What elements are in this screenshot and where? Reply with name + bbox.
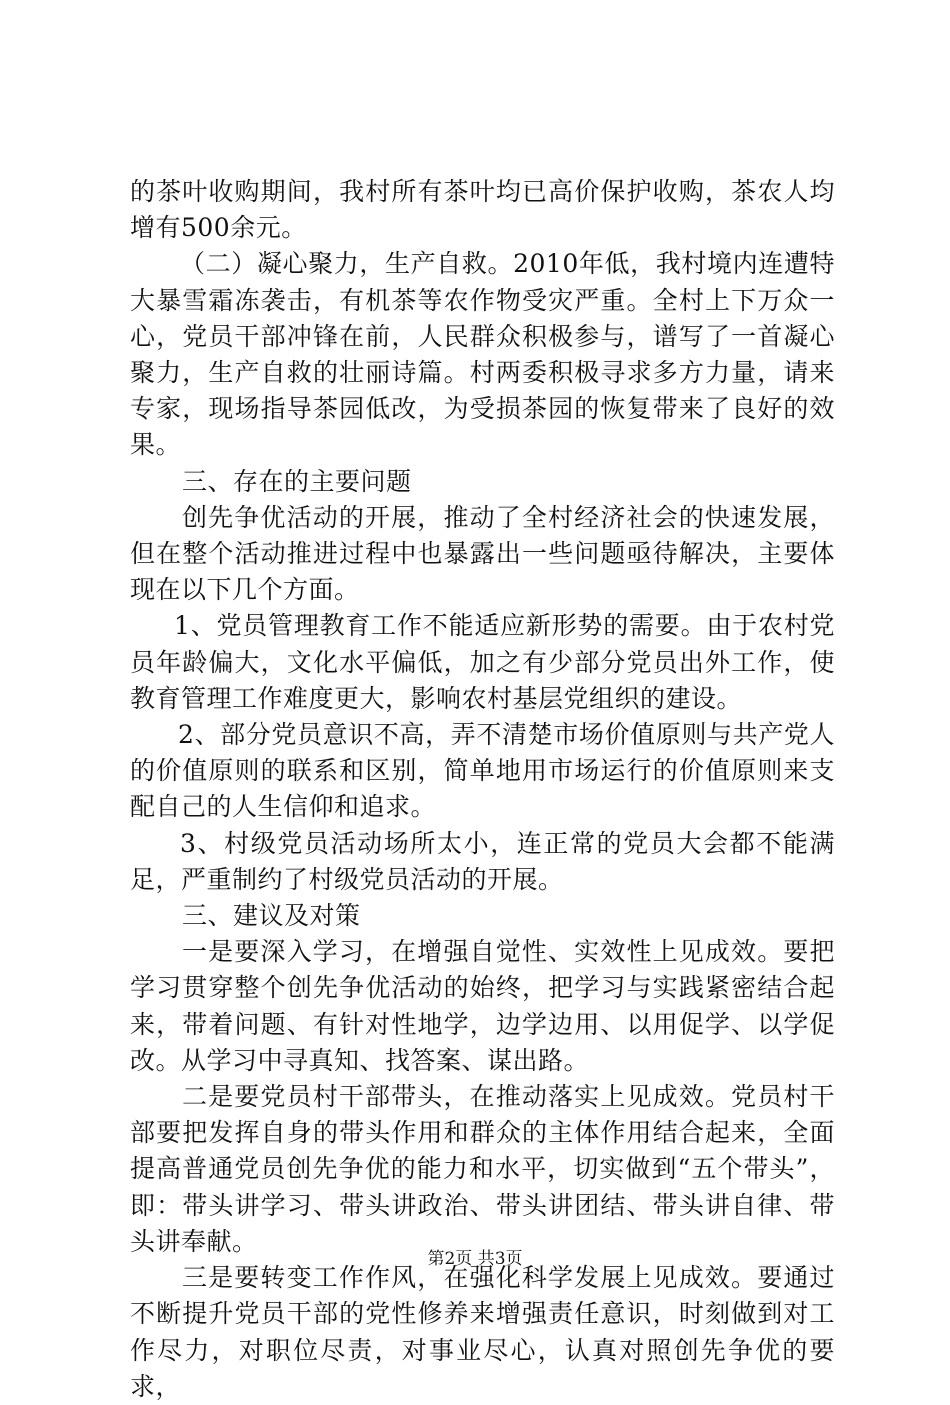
section-heading-suggestions: 三、建议及对策: [182, 901, 361, 931]
paragraph-problem-2: 2、部分党员意识不高，弄不清楚市场价值原则与共产党人的价值原则的联系和区别，简单地用市场运行的价值原则来支配自己的人生信仰和追求。: [130, 720, 835, 822]
paragraph-suggestion-3: 三是要转变工作作风，在强化科学发展上见成效。要通过不断提升党员干部的党性修养来增强责任意识，时刻做到对工作尽力，对职位尽责，对事业尽心，认真对照创先争优的要求，: [130, 1263, 835, 1401]
paragraph-problem-1: 1、党员管理教育工作不能适应新形势的需要。由于农村党员年龄偏大，文化水平偏低，加之有少部分党员出外工作，使教育管理工作难度更大，影响农村基层党组织的建设。: [130, 611, 835, 713]
paragraph-problem-3: 3、村级党员活动场所太小，连正常的党员大会都不能满足，严重制约了村级党员活动的开展。: [130, 828, 835, 894]
paragraph-continuation: 的茶叶收购期间，我村所有茶叶均已高价保护收购，茶农人均增有500余元。: [130, 177, 835, 243]
section-heading-problems: 三、存在的主要问题: [182, 466, 412, 496]
paragraph-relief-production: （二）凝心聚力，生产自救。2010年低，我村境内连遭特大暴雪霜冻袭击，有机茶等农作物受灾严重。全村上下万众一心，党员干部冲锋在前，人民群众积极参与，谱写了一首凝心聚力，生产自救的壮丽诗篇。村两委积极寻求多方力量，请来专家，现场指导茶园低改，为受损茶园的恢复带来了良好的效果。: [130, 249, 835, 460]
page-number-footer: 第2页 共3页: [427, 1249, 523, 1269]
document-body: [130, 174, 835, 1405]
paragraph-suggestion-2: 二是要党员村干部带头，在推动落实上见成效。党员村干部要把发挥自身的带头作用和群众的主体作用结合起来，全面提高普通党员创先争优的能力和水平，切实做到“五个带头”，即：带头讲学习、带头讲政治、带头讲团结、带头讲自律、带头讲奉献。: [130, 1082, 835, 1256]
paragraph-problems-intro: 创先争优活动的开展，推动了全村经济社会的快速发展，但在整个活动推进过程中也暴露出一些问题亟待解决，主要体现在以下几个方面。: [130, 502, 835, 605]
paragraph-suggestion-1: 一是要深入学习，在增强自觉性、实效性上见成效。要把学习贯穿整个创先争优活动的始终，把学习与实践紧密结合起来，带着问题、有针对性地学，边学边用、以用促学、以学促改。从学习中寻真知、找答案、谋出路。: [130, 937, 835, 1075]
